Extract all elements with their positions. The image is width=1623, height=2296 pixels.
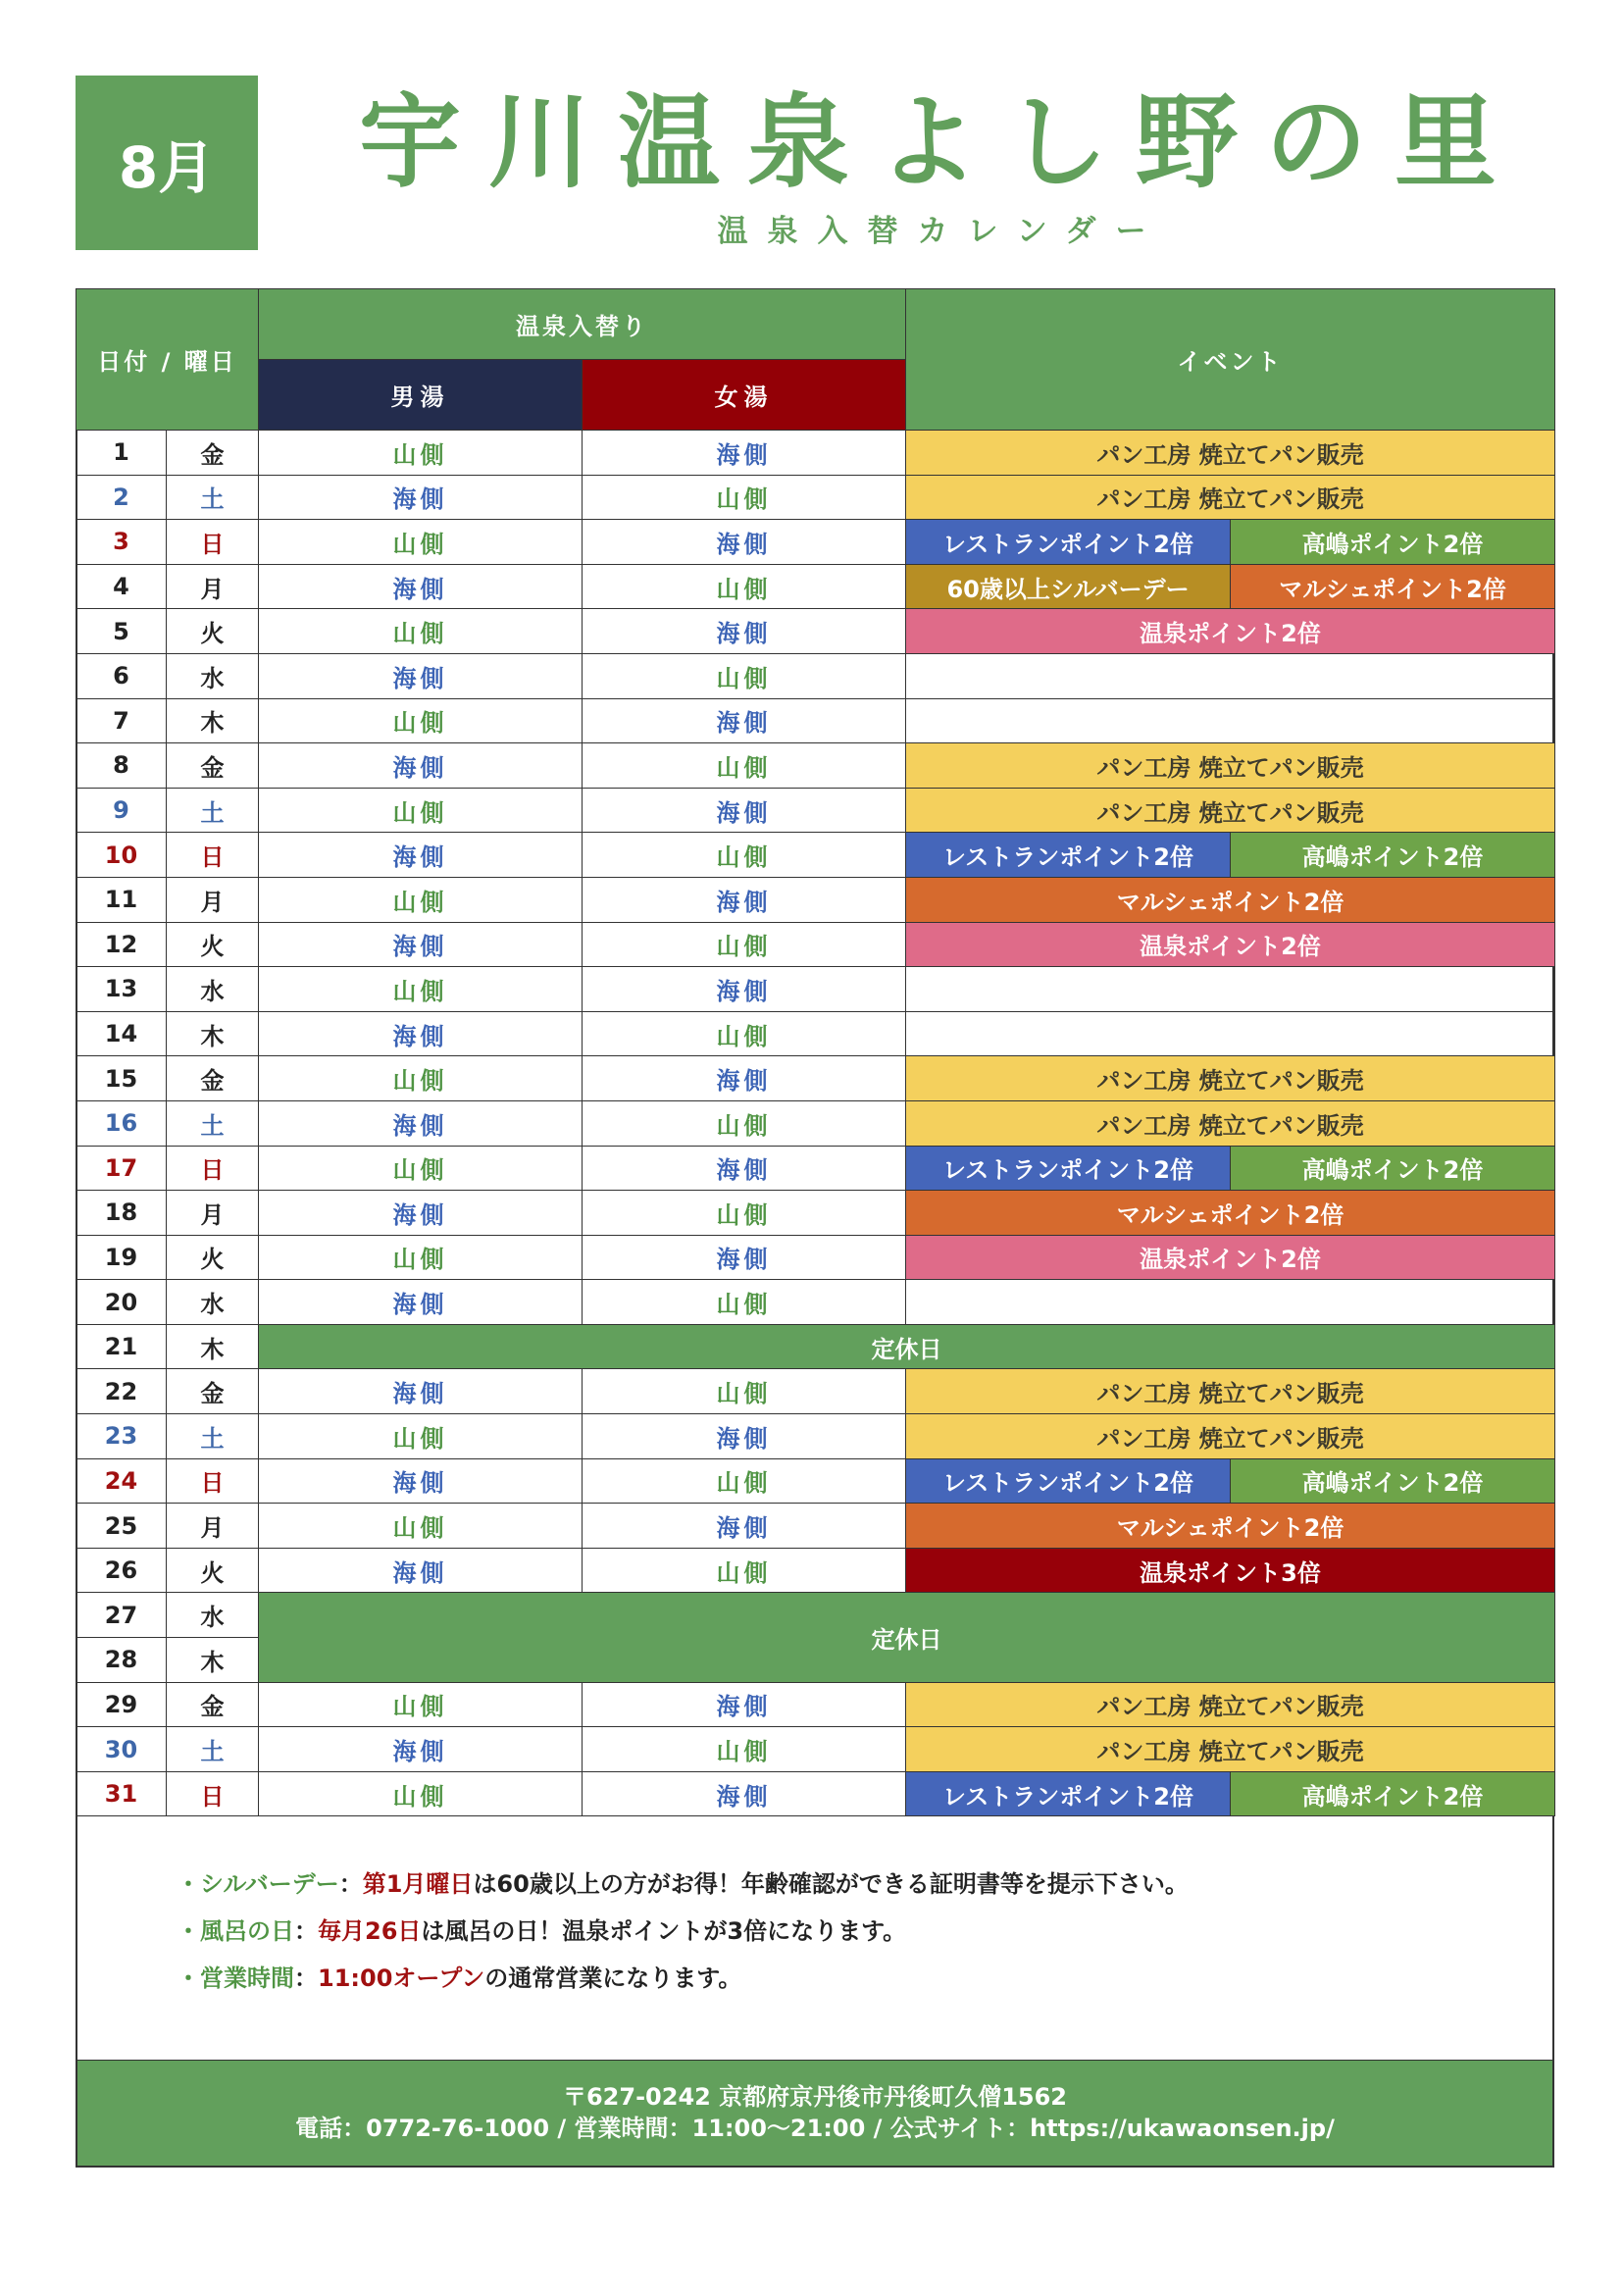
day-weekday: 土: [167, 788, 259, 833]
note-segment: 風呂の日: [200, 1917, 294, 1945]
page-title: 宇川温泉よし野の里: [358, 82, 1524, 202]
women-bath-side: 海側: [583, 1056, 906, 1101]
day-row: [76, 475, 1555, 520]
day-weekday: 月: [167, 877, 259, 922]
day-row: [76, 1682, 1555, 1727]
women-bath-side: 海側: [583, 1146, 906, 1191]
note-segment: は風呂の日！温泉ポイントが3倍になります。: [421, 1917, 907, 1945]
calendar-table: [76, 288, 1555, 1816]
day-number: 30: [76, 1727, 167, 1772]
men-bath-side: 海側: [259, 1369, 583, 1414]
event-empty: [906, 698, 1555, 743]
event-marche: マルシェポイント2倍: [906, 1504, 1555, 1549]
men-bath-side: 山側: [259, 698, 583, 743]
day-row: [76, 1593, 1555, 1638]
day-weekday: 土: [167, 1727, 259, 1772]
men-bath-side: 山側: [259, 1235, 583, 1280]
day-row: [76, 788, 1555, 833]
day-number: 14: [76, 1011, 167, 1056]
day-row: [76, 967, 1555, 1012]
closed-day-cell: 定休日: [259, 1593, 1555, 1682]
day-weekday: 日: [167, 1771, 259, 1816]
day-row: [76, 1056, 1555, 1101]
men-bath-side: 海側: [259, 1727, 583, 1772]
men-bath-side: 山側: [259, 1056, 583, 1101]
day-row: [76, 1280, 1555, 1325]
men-bath-side: 海側: [259, 922, 583, 967]
day-number: 7: [76, 698, 167, 743]
day-weekday: 日: [167, 1458, 259, 1504]
day-row: [76, 564, 1555, 609]
women-bath-side: 山側: [583, 1458, 906, 1504]
day-weekday: 火: [167, 922, 259, 967]
day-number: 20: [76, 1280, 167, 1325]
day-weekday: 火: [167, 1548, 259, 1593]
day-number: 29: [76, 1682, 167, 1727]
day-weekday: 金: [167, 1369, 259, 1414]
event-silver: 60歳以上シルバーデー: [906, 564, 1231, 609]
event-bread: パン工房 焼立てパン販売: [906, 1727, 1555, 1772]
day-number: 9: [76, 788, 167, 833]
event-bread: パン工房 焼立てパン販売: [906, 1056, 1555, 1101]
men-bath-side: 山側: [259, 431, 583, 476]
event-takashima: 高嶋ポイント2倍: [1231, 833, 1555, 878]
day-weekday: 木: [167, 698, 259, 743]
women-bath-side: 山側: [583, 1548, 906, 1593]
day-weekday: 水: [167, 1280, 259, 1325]
day-row: [76, 1011, 1555, 1056]
event-bread: パン工房 焼立てパン販売: [906, 431, 1555, 476]
day-number: 6: [76, 653, 167, 698]
page-subtitle: 温泉入替カレンダー: [717, 214, 1166, 249]
women-bath-side: 山側: [583, 475, 906, 520]
day-row: [76, 1458, 1555, 1504]
day-number: 23: [76, 1414, 167, 1459]
day-row: [76, 1191, 1555, 1236]
women-bath-side: 山側: [583, 743, 906, 789]
women-bath-side: 海側: [583, 1235, 906, 1280]
men-bath-side: 海側: [259, 1011, 583, 1056]
women-bath-side: 海側: [583, 609, 906, 654]
footer: [76, 2060, 1554, 2168]
men-bath-side: 海側: [259, 1548, 583, 1593]
day-weekday: 水: [167, 653, 259, 698]
event-empty: [906, 653, 1555, 698]
day-weekday: 月: [167, 1191, 259, 1236]
event-onsen2: 温泉ポイント2倍: [906, 609, 1555, 654]
day-row: [76, 1235, 1555, 1280]
day-number: 25: [76, 1504, 167, 1549]
women-bath-side: 海側: [583, 431, 906, 476]
event-bread: パン工房 焼立てパン販売: [906, 1100, 1555, 1146]
event-restaurant: レストランポイント2倍: [906, 1146, 1231, 1191]
women-bath-side: 海側: [583, 967, 906, 1012]
day-number: 5: [76, 609, 167, 654]
day-number: 17: [76, 1146, 167, 1191]
women-bath-side: 山側: [583, 1727, 906, 1772]
day-row: [76, 1100, 1555, 1146]
day-number: 3: [76, 520, 167, 565]
day-number: 16: [76, 1100, 167, 1146]
note-segment: は60歳以上の方がお得！年齢確認ができる証明書等を提示下さい。: [473, 1870, 1189, 1898]
day-row: [76, 698, 1555, 743]
day-row: [76, 1504, 1555, 1549]
women-bath-side: 海側: [583, 1414, 906, 1459]
men-bath-side: 海側: [259, 653, 583, 698]
day-number: 11: [76, 877, 167, 922]
event-bread: パン工房 焼立てパン販売: [906, 788, 1555, 833]
men-bath-side: 海側: [259, 1191, 583, 1236]
event-bread: パン工房 焼立てパン販売: [906, 475, 1555, 520]
day-number: 31: [76, 1771, 167, 1816]
note-segment: の通常営業になります。: [484, 1964, 742, 1992]
event-takashima: 高嶋ポイント2倍: [1231, 520, 1555, 565]
event-empty: [906, 1280, 1555, 1325]
event-takashima: 高嶋ポイント2倍: [1231, 1458, 1555, 1504]
men-bath-side: 海側: [259, 1458, 583, 1504]
men-bath-side: 山側: [259, 1771, 583, 1816]
men-bath-side: 山側: [259, 967, 583, 1012]
footer-contact: 電話：0772-76-1000 / 営業時間：11:00〜21:00 / 公式サイト：https://ukawaonsen.jp/: [295, 2115, 1335, 2142]
month-badge: [76, 76, 258, 250]
day-number: 2: [76, 475, 167, 520]
header-event: イベント: [906, 289, 1555, 431]
day-weekday: 月: [167, 564, 259, 609]
men-bath-side: 山側: [259, 520, 583, 565]
event-takashima: 高嶋ポイント2倍: [1231, 1771, 1555, 1816]
event-onsen3: 温泉ポイント3倍: [906, 1548, 1555, 1593]
day-row: [76, 609, 1555, 654]
header-date-weekday: 日付 / 曜日: [76, 289, 259, 431]
day-row: [76, 1369, 1555, 1414]
men-bath-side: 山側: [259, 877, 583, 922]
note-line: [177, 1908, 1530, 1955]
day-row: [76, 1324, 1555, 1369]
women-bath-side: 山側: [583, 1369, 906, 1414]
day-number: 19: [76, 1235, 167, 1280]
notes: [177, 1861, 1530, 2002]
header-women-bath: 女湯: [583, 360, 906, 431]
note-line: [177, 1861, 1530, 1908]
day-weekday: 金: [167, 1682, 259, 1727]
day-weekday: 水: [167, 967, 259, 1012]
day-number: 10: [76, 833, 167, 878]
day-row: [76, 1727, 1555, 1772]
day-weekday: 日: [167, 1146, 259, 1191]
women-bath-side: 山側: [583, 653, 906, 698]
day-weekday: 月: [167, 1504, 259, 1549]
day-number: 22: [76, 1369, 167, 1414]
day-weekday: 金: [167, 1056, 259, 1101]
event-marche: マルシェポイント2倍: [1231, 564, 1555, 609]
event-onsen2: 温泉ポイント2倍: [906, 1235, 1555, 1280]
day-row: [76, 743, 1555, 789]
event-onsen2: 温泉ポイント2倍: [906, 922, 1555, 967]
event-restaurant: レストランポイント2倍: [906, 520, 1231, 565]
day-row: [76, 653, 1555, 698]
day-weekday: 日: [167, 833, 259, 878]
men-bath-side: 海側: [259, 475, 583, 520]
header-men-bath: 男湯: [259, 360, 583, 431]
women-bath-side: 海側: [583, 1504, 906, 1549]
women-bath-side: 海側: [583, 1771, 906, 1816]
day-weekday: 木: [167, 1011, 259, 1056]
men-bath-side: 山側: [259, 1414, 583, 1459]
note-segment: ・: [177, 1917, 200, 1945]
men-bath-side: 海側: [259, 1280, 583, 1325]
women-bath-side: 山側: [583, 833, 906, 878]
day-row: [76, 1414, 1555, 1459]
men-bath-side: 山側: [259, 1682, 583, 1727]
men-bath-side: 海側: [259, 564, 583, 609]
men-bath-side: 山側: [259, 1504, 583, 1549]
women-bath-side: 山側: [583, 1011, 906, 1056]
women-bath-side: 海側: [583, 788, 906, 833]
day-number: 15: [76, 1056, 167, 1101]
note-segment: シルバーデー: [200, 1870, 339, 1898]
day-row: [76, 431, 1555, 476]
day-weekday: 木: [167, 1324, 259, 1369]
day-number: 24: [76, 1458, 167, 1504]
note-segment: 第1月曜日: [362, 1870, 474, 1898]
day-row: [76, 520, 1555, 565]
women-bath-side: 山側: [583, 1100, 906, 1146]
women-bath-side: 山側: [583, 1191, 906, 1236]
event-takashima: 高嶋ポイント2倍: [1231, 1146, 1555, 1191]
women-bath-side: 海側: [583, 698, 906, 743]
calendar-body: [76, 431, 1555, 1816]
day-weekday: 火: [167, 609, 259, 654]
event-restaurant: レストランポイント2倍: [906, 833, 1231, 878]
day-weekday: 火: [167, 1235, 259, 1280]
footer-address: 〒627-0242 京都府京丹後市丹後町久僧1562: [562, 2083, 1067, 2111]
event-empty: [906, 967, 1555, 1012]
day-weekday: 土: [167, 1100, 259, 1146]
women-bath-side: 山側: [583, 1280, 906, 1325]
event-bread: パン工房 焼立てパン販売: [906, 1414, 1555, 1459]
day-number: 28: [76, 1638, 167, 1683]
day-weekday: 金: [167, 743, 259, 789]
closed-day-cell: 定休日: [259, 1324, 1555, 1369]
day-number: 8: [76, 743, 167, 789]
day-row: [76, 1771, 1555, 1816]
men-bath-side: 山側: [259, 788, 583, 833]
event-bread: パン工房 焼立てパン販売: [906, 1682, 1555, 1727]
note-segment: 11:00オープン: [318, 1964, 485, 1992]
day-weekday: 日: [167, 520, 259, 565]
men-bath-side: 海側: [259, 833, 583, 878]
note-segment: ：: [294, 1917, 318, 1945]
note-segment: ・: [177, 1964, 200, 1992]
note-segment: ・: [177, 1870, 200, 1898]
men-bath-side: 海側: [259, 1100, 583, 1146]
women-bath-side: 山側: [583, 564, 906, 609]
men-bath-side: 山側: [259, 609, 583, 654]
day-row: [76, 833, 1555, 878]
day-row: [76, 877, 1555, 922]
men-bath-side: 山側: [259, 1146, 583, 1191]
note-segment: ：: [338, 1870, 363, 1898]
day-number: 18: [76, 1191, 167, 1236]
day-number: 21: [76, 1324, 167, 1369]
day-number: 26: [76, 1548, 167, 1593]
day-number: 12: [76, 922, 167, 967]
note-segment: ：: [294, 1964, 318, 1992]
event-restaurant: レストランポイント2倍: [906, 1458, 1231, 1504]
day-number: 13: [76, 967, 167, 1012]
day-number: 1: [76, 431, 167, 476]
month-label: 8月: [118, 134, 216, 201]
day-row: [76, 1548, 1555, 1593]
men-bath-side: 海側: [259, 743, 583, 789]
header-bath-swap: 温泉入替り: [259, 289, 906, 360]
event-bread: パン工房 焼立てパン販売: [906, 1369, 1555, 1414]
women-bath-side: 海側: [583, 877, 906, 922]
day-row: [76, 922, 1555, 967]
women-bath-side: 海側: [583, 1682, 906, 1727]
women-bath-side: 海側: [583, 520, 906, 565]
day-weekday: 土: [167, 1414, 259, 1459]
day-weekday: 木: [167, 1638, 259, 1683]
note-segment: 毎月26日: [318, 1917, 422, 1945]
day-number: 4: [76, 564, 167, 609]
day-weekday: 水: [167, 1593, 259, 1638]
event-marche: マルシェポイント2倍: [906, 1191, 1555, 1236]
event-bread: パン工房 焼立てパン販売: [906, 743, 1555, 789]
women-bath-side: 山側: [583, 922, 906, 967]
event-empty: [906, 1011, 1555, 1056]
event-marche: マルシェポイント2倍: [906, 877, 1555, 922]
event-restaurant: レストランポイント2倍: [906, 1771, 1231, 1816]
day-number: 27: [76, 1593, 167, 1638]
day-weekday: 金: [167, 431, 259, 476]
day-row: [76, 1146, 1555, 1191]
note-line: [177, 1955, 1530, 2002]
note-segment: 営業時間: [200, 1964, 294, 1992]
day-weekday: 土: [167, 475, 259, 520]
